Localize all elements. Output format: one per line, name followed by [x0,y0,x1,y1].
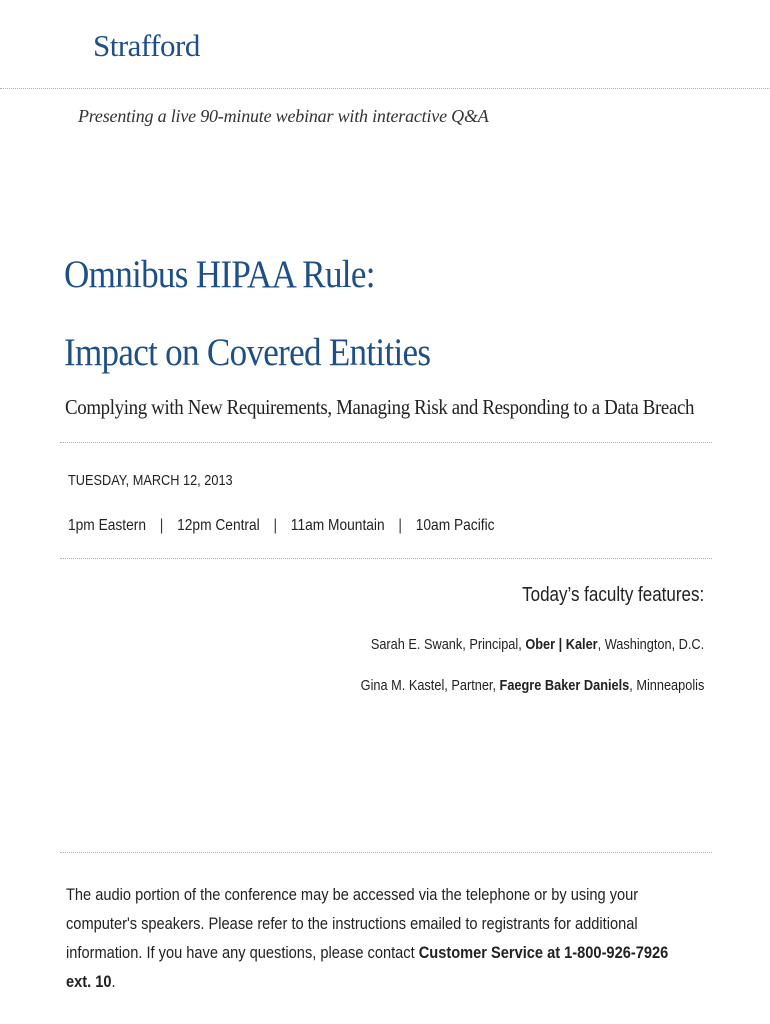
webinar-tagline: Presenting a live 90-minute webinar with interactive Q&A [78,106,489,126]
faculty-firm: Faegre Baker Daniels [499,677,629,694]
audio-notice [66,880,694,996]
header-divider [0,88,770,89]
time-separator: | [159,517,164,534]
title-divider [60,442,712,443]
faculty-firm: Ober | Kaler [525,636,598,653]
faculty-heading: Today’s faculty features: [521,584,704,606]
time-mountain: 11am Mountain [290,517,385,534]
time-central: 12pm Central [177,517,260,534]
title-line-1: Omnibus HIPAA Rule: [64,253,375,296]
event-date: TUESDAY, MARCH 12, 2013 [68,472,233,489]
notice-text: The audio portion of the conference may be accessed via the telephone or by using your computer's speakers. Please refer to the instructions emailed to registrants for additional information. If you have any questions, please contact [66,885,639,962]
customer-service-contact: Customer Service at 1-800-926-7926 ext. 10 [66,943,669,991]
faculty-location: , Washington, D.C. [597,636,704,653]
faculty-name-role: Sarah E. Swank, Principal, [370,636,526,653]
faculty-member [371,636,704,653]
strafford-logo: Strafford [93,28,200,63]
time-pacific: 10am Pacific [415,517,495,534]
schedule-divider [60,558,712,559]
subtitle: Complying with New Requirements, Managing Risk and Responding to a Data Breach [65,395,695,419]
time-eastern: 1pm Eastern [68,517,147,534]
faculty-member [360,677,704,694]
time-separator: | [273,517,278,534]
event-times [68,517,495,535]
faculty-name-role: Gina M. Kastel, Partner, [360,677,500,694]
notice-end: . [111,972,116,991]
footer-divider [60,852,712,853]
title-line-2: Impact on Covered Entities [64,331,431,374]
faculty-location: , Minneapolis [628,677,704,694]
time-separator: | [398,517,402,534]
